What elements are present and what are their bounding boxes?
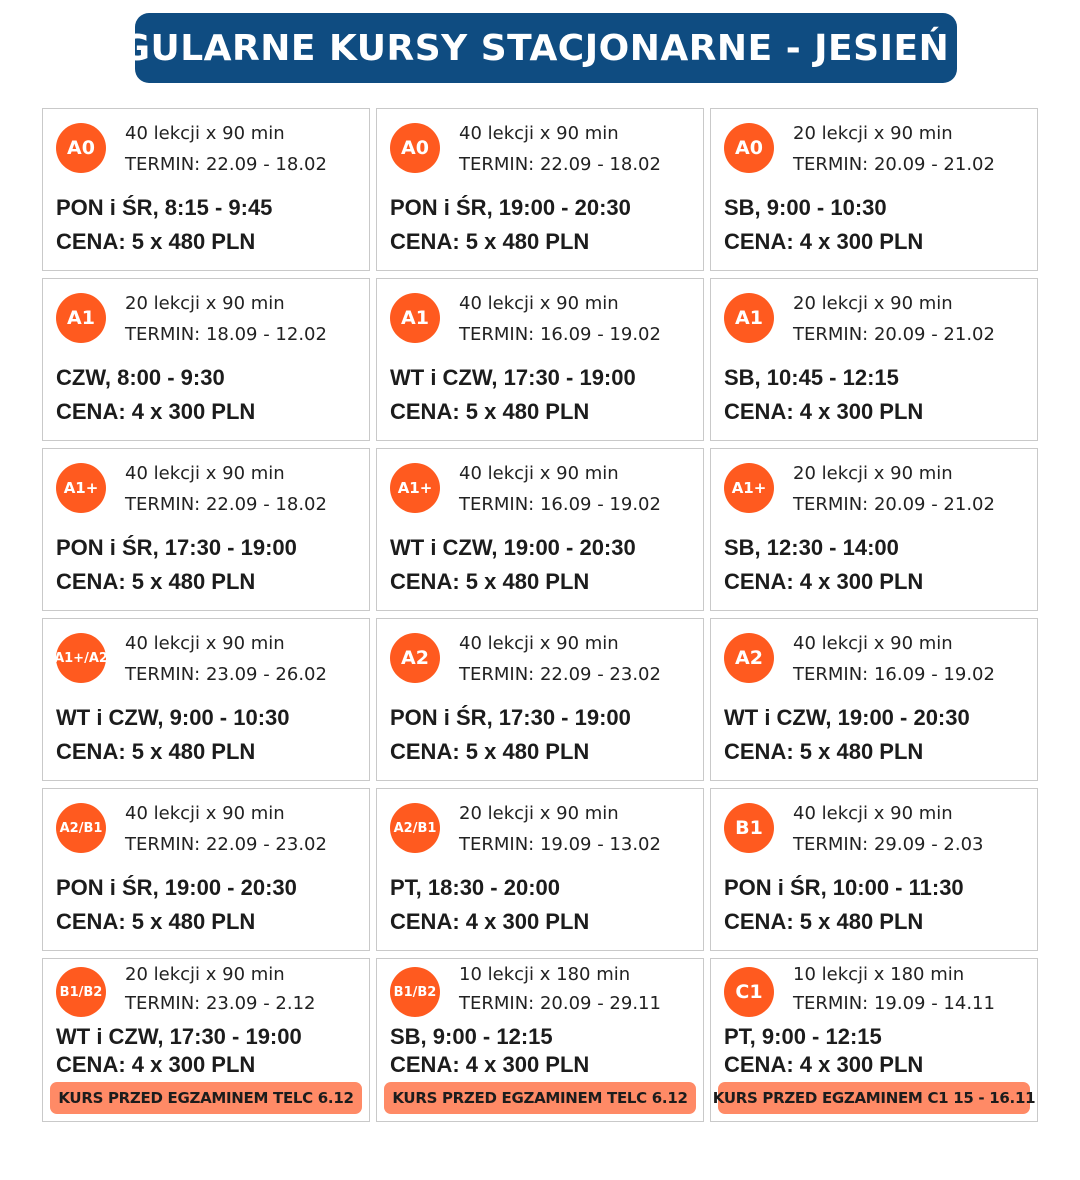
- course-card: [42, 448, 370, 611]
- price: CENA: 4 x 300 PLN: [56, 1052, 256, 1077]
- schedule: PON i ŚR, 17:30 - 19:00: [56, 535, 297, 560]
- course-card: [42, 788, 370, 951]
- term-dates: TERMIN: 23.09 - 26.02: [125, 664, 327, 685]
- price: CENA: 5 x 480 PLN: [724, 909, 924, 934]
- course-card: [710, 788, 1038, 951]
- lessons-count: 20 lekcji x 90 min: [793, 463, 953, 484]
- term-dates: TERMIN: 19.09 - 14.11: [793, 993, 995, 1014]
- lessons-count: 40 lekcji x 90 min: [793, 803, 953, 824]
- lessons-count: 40 lekcji x 90 min: [125, 633, 285, 654]
- course-card: [376, 448, 704, 611]
- level-badge: A1: [56, 293, 106, 343]
- level-badge: B1: [724, 803, 774, 853]
- level-badge: A1: [390, 293, 440, 343]
- term-dates: TERMIN: 22.09 - 23.02: [459, 664, 661, 685]
- lessons-count: 20 lekcji x 90 min: [125, 964, 285, 985]
- level-badge: A1+: [56, 463, 106, 513]
- course-card: [710, 278, 1038, 441]
- term-dates: TERMIN: 20.09 - 21.02: [793, 494, 995, 515]
- price: CENA: 5 x 480 PLN: [56, 229, 256, 254]
- level-badge: A1+/A2: [56, 633, 106, 683]
- price: CENA: 5 x 480 PLN: [390, 399, 590, 424]
- price: CENA: 4 x 300 PLN: [390, 909, 590, 934]
- price: CENA: 4 x 300 PLN: [724, 569, 924, 594]
- price: CENA: 4 x 300 PLN: [724, 1052, 924, 1077]
- term-dates: TERMIN: 22.09 - 23.02: [125, 834, 327, 855]
- exam-note-badge: KURS PRZED EGZAMINEM C1 15 - 16.11: [718, 1082, 1030, 1114]
- term-dates: TERMIN: 22.09 - 18.02: [125, 494, 327, 515]
- level-badge: B1/B2: [390, 967, 440, 1017]
- term-dates: TERMIN: 29.09 - 2.03: [793, 834, 984, 855]
- course-card: [376, 278, 704, 441]
- price: CENA: 5 x 480 PLN: [56, 739, 256, 764]
- lessons-count: 20 lekcji x 90 min: [793, 293, 953, 314]
- lessons-count: 20 lekcji x 90 min: [459, 803, 619, 824]
- term-dates: TERMIN: 18.09 - 12.02: [125, 324, 327, 345]
- term-dates: TERMIN: 20.09 - 21.02: [793, 324, 995, 345]
- schedule: PON i ŚR, 8:15 - 9:45: [56, 195, 273, 220]
- level-badge: C1: [724, 967, 774, 1017]
- lessons-count: 40 lekcji x 90 min: [125, 803, 285, 824]
- price: CENA: 4 x 300 PLN: [56, 399, 256, 424]
- term-dates: TERMIN: 16.09 - 19.02: [459, 494, 661, 515]
- course-card: [710, 448, 1038, 611]
- course-grid: [42, 108, 1038, 1122]
- price: CENA: 5 x 480 PLN: [56, 909, 256, 934]
- level-badge: A2: [724, 633, 774, 683]
- term-dates: TERMIN: 16.09 - 19.02: [459, 324, 661, 345]
- page-title: REGULARNE KURSY STACJONARNE - JESIEŃ 25': [67, 27, 1025, 69]
- price: CENA: 5 x 480 PLN: [390, 569, 590, 594]
- level-badge: A2/B1: [56, 803, 106, 853]
- schedule: WT i CZW, 19:00 - 20:30: [724, 705, 970, 730]
- schedule: PT, 9:00 - 12:15: [724, 1024, 882, 1049]
- term-dates: TERMIN: 20.09 - 29.11: [459, 993, 661, 1014]
- course-card: [42, 278, 370, 441]
- schedule: PON i ŚR, 17:30 - 19:00: [390, 705, 631, 730]
- price: CENA: 5 x 480 PLN: [390, 739, 590, 764]
- term-dates: TERMIN: 22.09 - 18.02: [125, 154, 327, 175]
- lessons-count: 40 lekcji x 90 min: [125, 463, 285, 484]
- level-badge: A2: [390, 633, 440, 683]
- course-card: [42, 618, 370, 781]
- schedule: CZW, 8:00 - 9:30: [56, 365, 225, 390]
- schedule: WT i CZW, 17:30 - 19:00: [56, 1024, 302, 1049]
- exam-note-badge: KURS PRZED EGZAMINEM TELC 6.12: [50, 1082, 362, 1114]
- exam-note-badge: KURS PRZED EGZAMINEM TELC 6.12: [384, 1082, 696, 1114]
- lessons-count: 40 lekcji x 90 min: [793, 633, 953, 654]
- price: CENA: 5 x 480 PLN: [56, 569, 256, 594]
- schedule: PT, 18:30 - 20:00: [390, 875, 560, 900]
- course-card: [42, 958, 370, 1122]
- level-badge: A0: [724, 123, 774, 173]
- course-card: [376, 108, 704, 271]
- term-dates: TERMIN: 20.09 - 21.02: [793, 154, 995, 175]
- course-card: [710, 618, 1038, 781]
- level-badge: A0: [56, 123, 106, 173]
- lessons-count: 10 lekcji x 180 min: [793, 964, 965, 985]
- schedule: WT i CZW, 19:00 - 20:30: [390, 535, 636, 560]
- course-card: [376, 958, 704, 1122]
- course-card: [42, 108, 370, 271]
- price: CENA: 4 x 300 PLN: [390, 1052, 590, 1077]
- level-badge: A1+: [724, 463, 774, 513]
- course-card: [710, 108, 1038, 271]
- schedule: SB, 9:00 - 12:15: [390, 1024, 553, 1049]
- lessons-count: 40 lekcji x 90 min: [459, 123, 619, 144]
- level-badge: A0: [390, 123, 440, 173]
- price: CENA: 4 x 300 PLN: [724, 229, 924, 254]
- term-dates: TERMIN: 16.09 - 19.02: [793, 664, 995, 685]
- schedule: PON i ŚR, 10:00 - 11:30: [724, 875, 964, 900]
- price: CENA: 5 x 480 PLN: [390, 229, 590, 254]
- schedule: SB, 9:00 - 10:30: [724, 195, 887, 220]
- schedule: WT i CZW, 9:00 - 10:30: [56, 705, 290, 730]
- lessons-count: 40 lekcji x 90 min: [459, 293, 619, 314]
- lessons-count: 20 lekcji x 90 min: [125, 293, 285, 314]
- schedule: PON i ŚR, 19:00 - 20:30: [56, 875, 297, 900]
- lessons-count: 10 lekcji x 180 min: [459, 964, 631, 985]
- term-dates: TERMIN: 19.09 - 13.02: [459, 834, 661, 855]
- lessons-count: 40 lekcji x 90 min: [459, 463, 619, 484]
- lessons-count: 20 lekcji x 90 min: [793, 123, 953, 144]
- schedule: SB, 10:45 - 12:15: [724, 365, 899, 390]
- schedule: WT i CZW, 17:30 - 19:00: [390, 365, 636, 390]
- level-badge: B1/B2: [56, 967, 106, 1017]
- lessons-count: 40 lekcji x 90 min: [125, 123, 285, 144]
- course-card: [376, 618, 704, 781]
- lessons-count: 40 lekcji x 90 min: [459, 633, 619, 654]
- course-card: [710, 958, 1038, 1122]
- level-badge: A1+: [390, 463, 440, 513]
- schedule: PON i ŚR, 19:00 - 20:30: [390, 195, 631, 220]
- course-card: [376, 788, 704, 951]
- price: CENA: 5 x 480 PLN: [724, 739, 924, 764]
- schedule: SB, 12:30 - 14:00: [724, 535, 899, 560]
- term-dates: TERMIN: 23.09 - 2.12: [125, 993, 316, 1014]
- level-badge: A2/B1: [390, 803, 440, 853]
- title-banner: [67, 13, 1025, 83]
- term-dates: TERMIN: 22.09 - 18.02: [459, 154, 661, 175]
- price: CENA: 4 x 300 PLN: [724, 399, 924, 424]
- level-badge: A1: [724, 293, 774, 343]
